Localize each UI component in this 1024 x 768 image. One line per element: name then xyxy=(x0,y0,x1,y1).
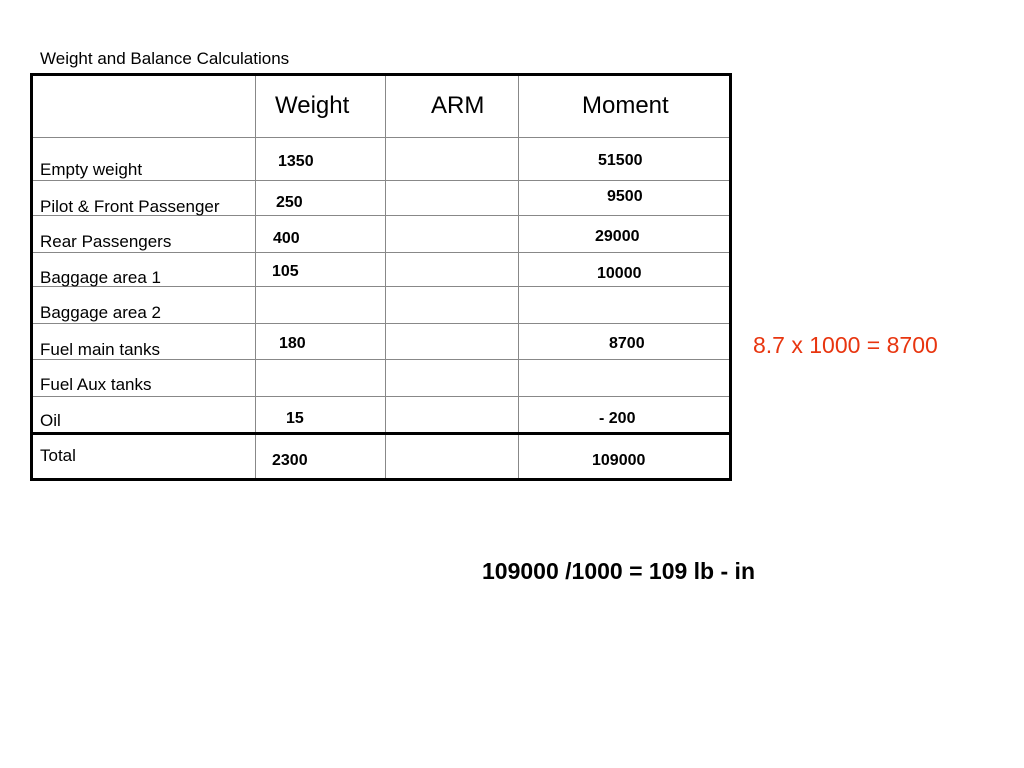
weight-rear-passengers: 400 xyxy=(273,230,300,247)
moment-pilot-front: 9500 xyxy=(607,188,643,205)
moment-empty-weight: 51500 xyxy=(598,152,643,169)
row-divider xyxy=(33,396,729,397)
moment-baggage-1: 10000 xyxy=(597,265,642,282)
row-label-total: Total xyxy=(40,446,76,465)
moment-fuel-main: 8700 xyxy=(609,335,645,352)
row-label-fuel-main: Fuel main tanks xyxy=(40,340,160,359)
weight-fuel-main: 180 xyxy=(279,335,306,352)
total-calculation-note: 109000 /1000 = 109 lb - in xyxy=(482,558,755,584)
row-divider xyxy=(33,180,729,181)
row-label-pilot-front: Pilot & Front Passenger xyxy=(40,197,220,216)
moment-oil: - 200 xyxy=(599,410,636,427)
moment-total: 109000 xyxy=(592,452,646,469)
row-divider xyxy=(33,359,729,360)
header-weight: Weight xyxy=(275,92,350,119)
header-arm: ARM xyxy=(431,92,485,119)
moment-calculation-note: 8.7 x 1000 = 8700 xyxy=(753,332,938,358)
weight-pilot-front: 250 xyxy=(276,194,303,211)
row-label-baggage-2: Baggage area 2 xyxy=(40,303,161,322)
weight-total: 2300 xyxy=(272,452,308,469)
weight-oil: 15 xyxy=(286,410,304,427)
weight-baggage-1: 105 xyxy=(272,263,299,280)
row-divider xyxy=(33,323,729,324)
sheet-title: Weight and Balance Calculations xyxy=(40,49,290,68)
weight-balance-table xyxy=(30,73,732,481)
row-label-rear-passengers: Rear Passengers xyxy=(40,232,172,251)
row-label-baggage-1: Baggage area 1 xyxy=(40,268,161,287)
moment-rear-passengers: 29000 xyxy=(595,228,640,245)
row-label-oil: Oil xyxy=(40,411,61,430)
total-divider xyxy=(33,432,729,435)
weight-empty-weight: 1350 xyxy=(278,153,314,170)
row-divider xyxy=(33,252,729,253)
row-label-empty-weight: Empty weight xyxy=(40,160,143,179)
row-divider xyxy=(33,137,729,138)
header-moment: Moment xyxy=(582,92,669,119)
row-label-fuel-aux: Fuel Aux tanks xyxy=(40,375,152,394)
